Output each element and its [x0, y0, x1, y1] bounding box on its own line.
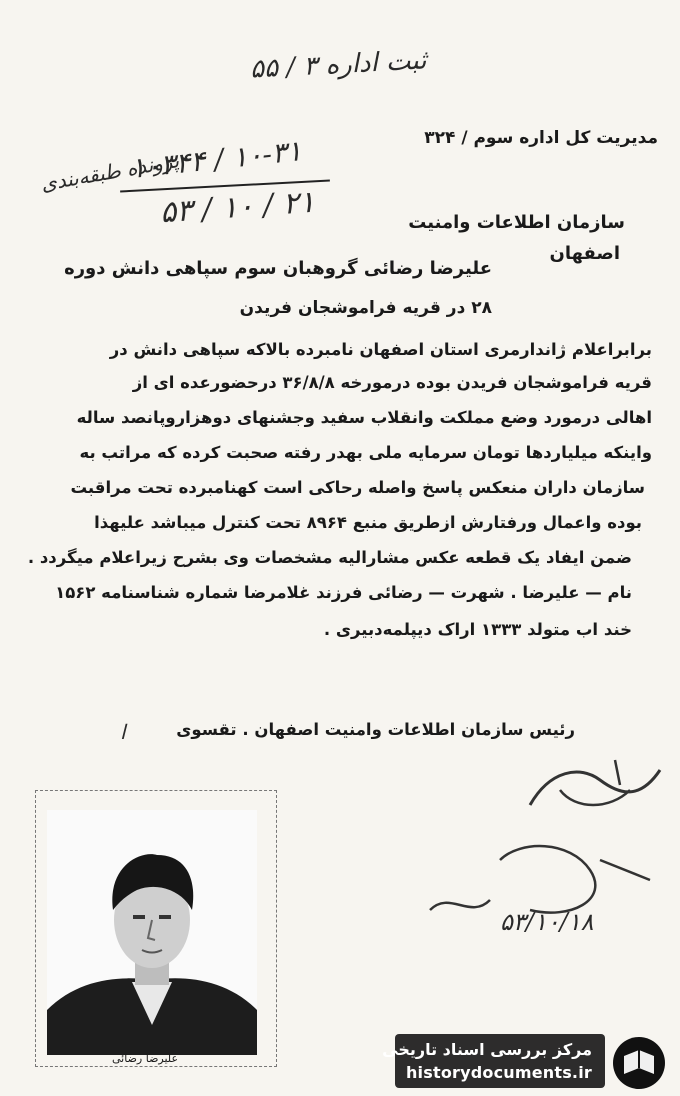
recipient-city: اصفهان — [549, 243, 620, 264]
recipient-organization: سازمان اطلاعات وامنیت — [408, 212, 625, 233]
book-logo-icon — [612, 1036, 666, 1090]
header-scribble: ثبت اداره ۳ / ۵۵ — [249, 45, 428, 85]
body-line: قریه فراموشجان فریدن بوده درمورخه ۳۶/۸/۸ درحضورعده ای از — [132, 373, 652, 392]
photo-caption: علیرضا رضائی — [112, 1052, 179, 1065]
body-line: اهالی درمورد وضع مملکت وانقلاب سفید وجشنهای دوهزاروپانصد ساله — [76, 408, 652, 427]
body-line: برابراعلام ژاندارمری استان اصفهان نامبرده بالاکه سپاهی دانش در — [109, 340, 652, 359]
reference-number: ۱۰۳۴۴ / ۱۰-۳۱ — [128, 134, 304, 185]
body-line: نام — علیرضا . شهرت — رضائی فرزند غلامرضا شماره شناسنامه ۱۵۶۲ — [55, 583, 632, 602]
signature-scribble-1 — [520, 750, 670, 825]
subject-line-1: علیرضا رضائی گروهبان سوم سپاهی دانش دوره — [64, 258, 492, 279]
handwritten-date: ۵۳ / ۱۰ / ۲۱ — [158, 184, 317, 231]
body-line: سازمان داران منعکس پاسخ واصله رحاکی است کهنامبرده تحت مراقبت — [70, 478, 645, 497]
body-line: بوده واعمال ورفتارش ازطریق منبع ۸۹۶۴ تحت کنترل میباشد علیهذا — [94, 513, 642, 532]
watermark-text-en: historydocuments.ir — [405, 1063, 592, 1082]
portrait-photo — [47, 810, 257, 1055]
handwritten-tick: ا — [120, 720, 126, 744]
watermark-text-fa: مرکز بررسی اسناد تاریخی — [382, 1040, 592, 1059]
body-line: خند اب متولد ۱۳۳۳ اراک دیپلمه‌دبیری . — [323, 620, 632, 639]
body-line: ضمن ایفاد یک قطعه عکس مشارالیه مشخصات وی بشرح زیراعلام میگردد . — [27, 548, 632, 567]
body-line: واینکه میلیاردها تومان سرمایه ملی بهدر رفته صحبت کرده که مراتب به — [79, 443, 652, 462]
reference-note: پرونده طبقه‌بندی — [38, 148, 181, 196]
signature-title: رئیس سازمان اطلاعات وامنیت اصفهان . تقسوی — [176, 720, 575, 739]
directorate-heading: مدیریت کل اداره سوم / ۳۲۴ — [424, 128, 658, 148]
portrait-illustration — [47, 810, 257, 1055]
stamp-date: ۵۳/۱۰/۱۸ — [500, 908, 594, 936]
subject-line-2: ۲۸ در قریه فراموشجان فریدن — [239, 298, 492, 318]
